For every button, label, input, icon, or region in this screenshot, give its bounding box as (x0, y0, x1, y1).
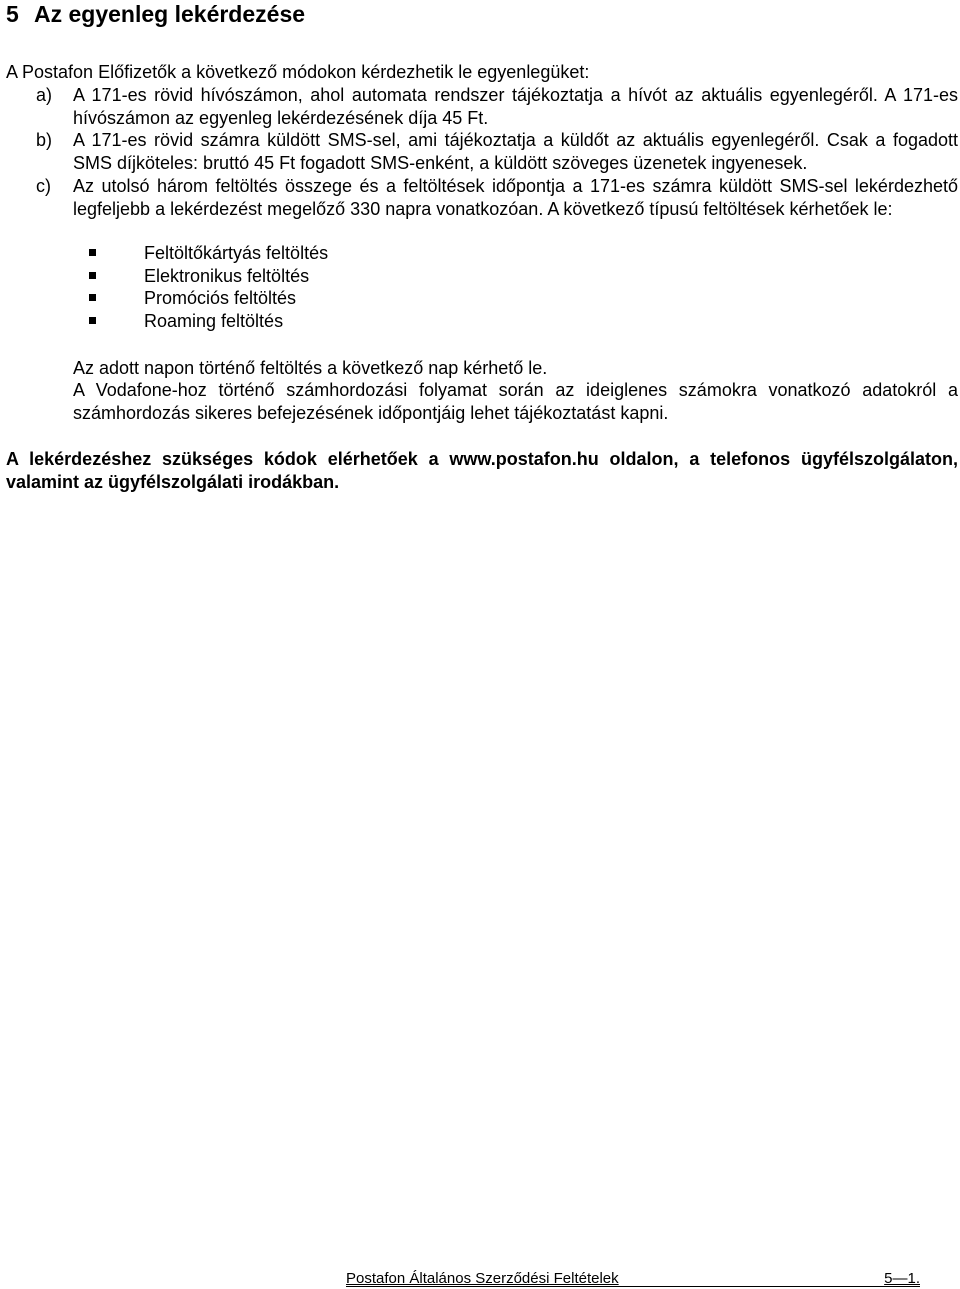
bullet-item-text: Promóciós feltöltés (144, 288, 297, 308)
list-item-text: A 171-es rövid számra küldött SMS-sel, ami tájékoztatja a küldőt az aktuális egyenlegéről. Csak a fogadott SMS díjköteles: bruttó 45 Ft fogadott SMS-enként, a küldött szöveges üzenetek ingyenesek. (73, 130, 958, 173)
intro-paragraph: A Postafon Előfizetők a következő módokon kérdezhetik le egyenlegüket: (6, 62, 590, 82)
list-item (6, 129, 958, 174)
bullet-item-text: Elektronikus feltöltés (144, 265, 310, 286)
list-item-marker: b) (36, 130, 53, 150)
list-item-text: A 171-es rövid hívószámon, ahol automata rendszer tájékoztatja a hívót az aktuális egyenlegéről. A 171-es hívószámon az egyenleg lekérdezésének díja 45 Ft. (73, 85, 958, 128)
codes-availability-note: A lekérdezéshez szükséges kódok elérhetőek a www.postafon.hu oldalon, a telefonos ügyfélszolgálaton, valamint az ügyfélszolgálati irodákban. (6, 449, 958, 492)
next-day-note: Az adott napon történő feltöltés a következő nap kérhető le. (73, 358, 548, 378)
bullet-item-text: Feltöltőkártyás feltöltés (144, 243, 329, 263)
bullet-item-text: Roaming feltöltés (144, 310, 284, 331)
section-number: 5 (6, 1, 19, 27)
footer-document-title: Postafon Általános Szerződési Feltételek (346, 1270, 619, 1287)
list-item (6, 175, 958, 220)
section-title-text: Az egyenleg lekérdezése (34, 1, 306, 27)
list-item-text: Az utolsó három feltöltés összege és a feltöltések időpontja a 171-es számra küldött SMS-sel lekérdezhető legfeljebb a lekérdezést megelőző 330 napra vonatkozóan. A következő típusú feltöltések kérhetőek le: (73, 176, 958, 219)
list-item (6, 84, 958, 129)
number-porting-note: A Vodafone-hoz történő számhordozási folyamat során az ideiglenes számokra vonatkozó adatokról a számhordozás sikeres befejezésének időpontjáig lehet tájékoztatást kapni. (73, 380, 958, 423)
square-bullet-icon (89, 249, 96, 256)
section-heading (6, 0, 305, 28)
square-bullet-icon (89, 317, 96, 324)
page-footer (346, 1270, 920, 1288)
footer-page-number: 5—1. (884, 1270, 920, 1287)
list-item-marker: c) (36, 176, 51, 196)
footer-rule (346, 1286, 920, 1287)
square-bullet-icon (89, 294, 96, 301)
list-item-marker: a) (36, 85, 53, 105)
square-bullet-icon (89, 272, 96, 279)
